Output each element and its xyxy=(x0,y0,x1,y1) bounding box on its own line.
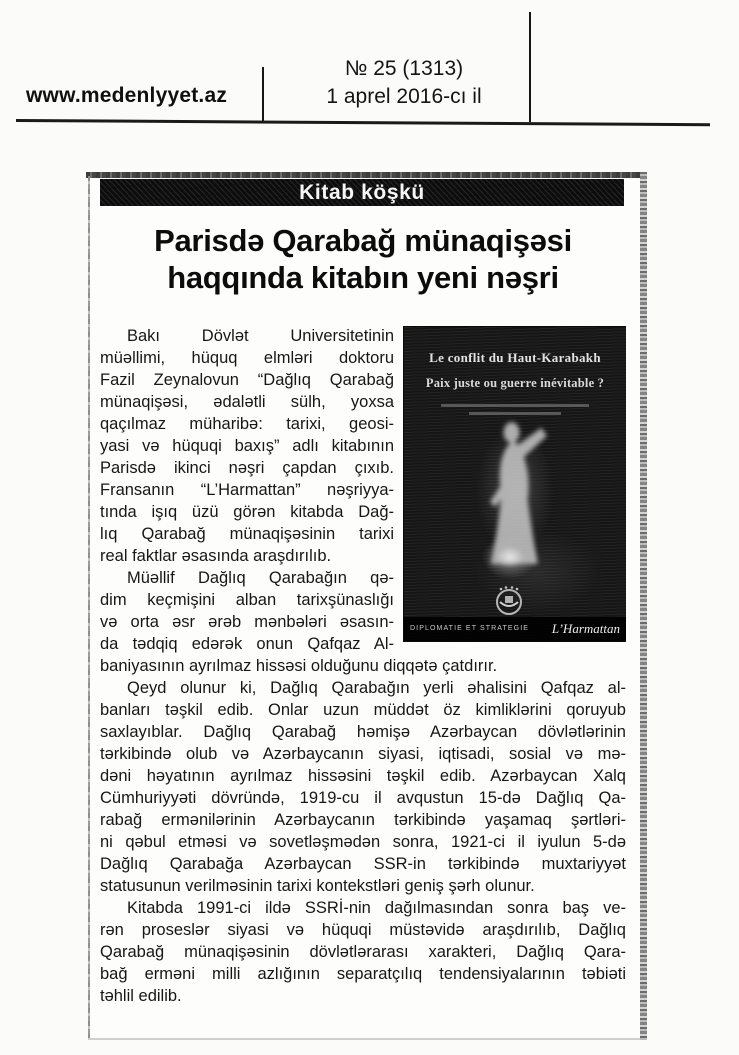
body-text-line: Fransanın “L’Harmattan” nəşriyya- xyxy=(100,481,394,499)
section-banner: Kitab köşkü xyxy=(100,179,624,206)
body-text-line: real faktlar əsasında araşdırılıb. xyxy=(100,547,332,565)
masthead-divider-left xyxy=(262,67,264,122)
article-title-line2: haqqında kitabın yeni nəşri xyxy=(167,260,559,295)
body-text-line: bağ erməni milli azlığının separatçılıq tendensiyalarının təbiəti xyxy=(100,965,626,983)
body-text-line: münaqişəsi, ədalətli sülh, yoxsa xyxy=(100,393,394,411)
statue-pedestal-glow xyxy=(482,535,538,579)
article-body xyxy=(100,325,626,1007)
book-series-label: DIPLOMATIE ET STRATEGIE xyxy=(410,625,530,632)
body-text-line: Bakı Dövlət Universitetinin xyxy=(127,327,394,345)
body-text-line: Dağlıq Qarabağa Azərbaycan SSR-in tərkibində muxtariyyət xyxy=(100,855,626,873)
body-text-line: banları təşkil edib. Onlar uzun müddət öz kimliklərini qoruyub xyxy=(100,701,626,719)
body-text-line: ni qəbul etməsi və sovetləşmədən sonra, 1921-ci il iyulun 5-də xyxy=(100,833,626,851)
body-text-line: Cümhuriyyəti dövründə, 1919-cu il avqustun 15-də Dağlıq Qa- xyxy=(100,789,626,807)
masthead-rule xyxy=(16,119,710,126)
body-text-line: və orta əsr ərəb mənbələri əsasın- xyxy=(100,613,394,631)
body-text-line: Müəllif Dağlıq Qarabağın qə- xyxy=(127,569,394,587)
body-text-line: statusunun verilməsinin tarixi kontekstləri geniş şərh olunur. xyxy=(100,877,535,895)
book-cover-title-line2: Paix juste ou guerre inévitable ? xyxy=(425,376,605,390)
issue-info xyxy=(288,55,520,111)
frame-border-right xyxy=(640,172,647,1040)
frame-border-bottom xyxy=(88,1038,640,1040)
body-text-line: Qeyd olunur ki, Dağlıq Qarabağın yerli əhalisini Qafqaz al- xyxy=(127,679,626,697)
issue-date: 1 aprel 2016-cı il xyxy=(326,85,482,108)
body-text-line: təhlil edilib. xyxy=(100,987,182,1005)
publisher-logo: L’Harmattan xyxy=(551,621,620,636)
body-text-line: da tədqiq edərək onun Qafqaz Al- xyxy=(100,635,394,653)
body-text-line: müəllimi, hüquq elmləri doktoru xyxy=(100,349,394,367)
body-text-line: dəni həyatının ayrılmaz hissəsini təşkil edib. Azərbaycan Xalq xyxy=(100,767,626,785)
article-title xyxy=(100,222,626,296)
book-cover-subtitle-bar xyxy=(441,404,589,407)
article-content xyxy=(88,172,640,1038)
book-cover-image xyxy=(404,327,626,641)
article-title-line1: Parisdə Qarabağ münaqişəsi xyxy=(154,223,572,258)
body-text-line: rən proseslər siyasi və hüquqi müstəvidə araşdırılıb, Dağlıq xyxy=(100,921,626,939)
body-text-line: lıq Qarabağ münaqişəsinin tarixi xyxy=(100,525,394,543)
body-text-line: tərkibində olub və Azərbaycanın siyasi, iqtisadi, sosial və mə- xyxy=(100,745,626,763)
body-text-line: Fazil Zeynalovun “Dağlıq Qarabağ xyxy=(100,371,394,389)
body-text-line: tında işıq üzü görən kitabda Dağ- xyxy=(100,503,394,521)
body-text-line: Parisdə ikinci nəşri çapdan çıxıb. xyxy=(100,459,394,477)
book-cover-footer xyxy=(404,617,626,641)
book-cover-title-line1: Le conflit du Haut-Karabakh xyxy=(429,350,601,365)
website-url: www.medenlyyet.az xyxy=(26,84,228,107)
body-text-line: yasi və hüquqi baxış” adlı kitabının xyxy=(100,437,394,455)
masthead-divider-right xyxy=(529,12,531,122)
article-frame xyxy=(88,172,640,1038)
body-text-line: qaçılmaz müharibə: tarixi, geosi- xyxy=(100,415,394,433)
body-text-line: dim keçmişini alban tarixşünaslığı xyxy=(100,591,394,609)
body-text-line: saxlayıblar. Dağlıq Qarabağ həmişə Azərbaycan dövlətlərinin xyxy=(100,723,626,741)
body-text-line: Qarabağ münaqişəsinin dövlətlərarası xarakteri, Dağlıq Qara- xyxy=(100,943,626,961)
publisher-emblem-icon xyxy=(491,583,527,619)
body-text-line: Kitabda 1991-ci ildə SSRİ-nin dağılmasından sonra baş ve- xyxy=(127,899,626,917)
body-text-line: baniyasının ayrılmaz hissəsi olduğunu diqqətə çatdırır. xyxy=(100,657,498,675)
issue-number: № 25 (1313) xyxy=(344,57,464,80)
body-text-line: rabağ ermənilərinin Azərbaycanın tərkibində yaşamaq şərtləri- xyxy=(100,811,626,829)
